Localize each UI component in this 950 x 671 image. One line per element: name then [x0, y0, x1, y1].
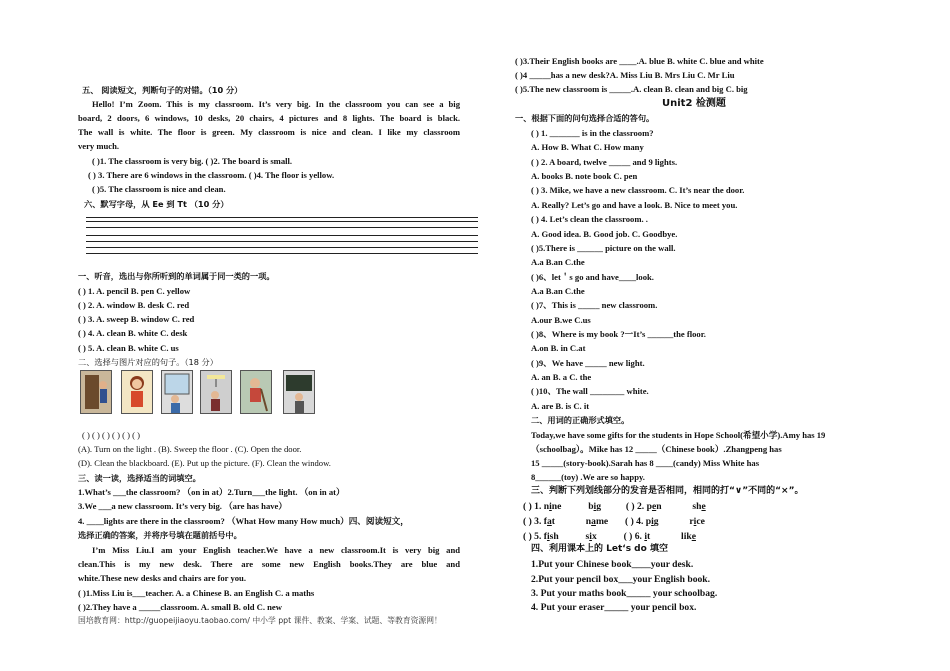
writing-line — [86, 247, 478, 248]
q4-line: 2.Put your pencil box___your English book. — [531, 574, 711, 585]
q1-line: A. How B. What C. How many — [531, 142, 644, 152]
picture-girl-pointing — [121, 370, 153, 414]
q2-line: （schoolbag）。Mike has 12 _____（Chinese book）.Zhangpeng has — [531, 444, 782, 454]
section6-title: 六、默写字母，从 Ee 到 Tt （10 分） — [84, 199, 229, 209]
listen-item: ( ) 3. A. sweep B. window C. red — [78, 314, 195, 324]
phonics-row: ( ) 1. nine big ( ) 2. pen she — [523, 501, 706, 512]
picture-clean-window — [161, 370, 193, 414]
phonics-row: ( ) 5. fish six ( ) 6. it like — [523, 531, 696, 542]
q1-line: A. an B. a C. the — [531, 372, 592, 382]
section4-instruction: 选择正确的答案，并将序号填在题前括号中。 — [78, 530, 242, 540]
listen-title: 一、听音，选出与你所听到的单词属于同一类的一项。 — [78, 271, 275, 281]
q1-line: A.our B.we C.us — [531, 315, 591, 325]
passage-line: Hello! I’m Zoom. This is my classroom. It’s very big. In the classroom you can see a big — [92, 99, 460, 109]
q2-line: 15 _____(story-book).Sarah has 8 ____(candy) Miss White has — [531, 458, 760, 468]
writing-line — [86, 241, 478, 242]
writing-line — [86, 217, 478, 218]
passage-line: very much. — [78, 141, 120, 151]
choice-item: ( )3.Their English books are ____.A. blue B. white C. blue and white — [515, 56, 764, 66]
q1-line: A.a B.an C.the — [531, 286, 585, 296]
writing-line — [86, 235, 478, 236]
footer-source: 国培教育网：http://guopeijiaoyu.taobao.com/ 中小学 ppt 课件、教案、学案、试题、等教育资源网！ — [78, 616, 442, 625]
q1-line: A.a B.an C.the — [531, 257, 585, 267]
judge-item: ( ) 3. There are 6 windows in the classroom. ( )4. The floor is yellow. — [88, 170, 335, 180]
judge-item: ( )5. The classroom is nice and clean. — [92, 184, 226, 194]
fill-item: 3.We ___a new classroom. It’s very big. （are has have） — [78, 501, 287, 511]
match-option: (A). Turn on the light . (B). Sweep the floor . (C). Open the door. — [78, 444, 302, 454]
passage-line: white.These new desks and chairs are for you. — [78, 573, 246, 583]
choice-item: ( )5.The new classroom is _____.A. clean B. clean and big C. big — [515, 84, 748, 94]
choice-item: ( )4 _____has a new desk?A. Miss Liu B. Mrs Liu C. Mr Liu — [515, 70, 735, 80]
phonics-row: ( ) 3. fat name ( ) 4. pig rice — [523, 516, 705, 527]
passage-line: I’m Miss Liu.I am your English teacher.We have a new classroom.It is very big and — [92, 545, 460, 555]
match-option: (D). Clean the blackboard. (E). Put up the picture. (F). Clean the window. — [78, 458, 331, 468]
writing-line — [86, 221, 478, 222]
q1-line: ( )8、Where is my book ?一It’s ______the floor. — [531, 329, 706, 339]
listen-item: ( ) 5. A. clean B. white C. us — [78, 343, 179, 353]
q1-line: ( )7、This is _____ new classroom. — [531, 300, 658, 310]
passage-line: The wall is white. The floor is green. My classroom is nice and clean. I like my classroom — [78, 127, 460, 137]
picture-clean-blackboard — [283, 370, 315, 414]
q2-line: Today,we have some gifts for the students in Hope School(希望小学).Amy has 19 — [531, 430, 826, 440]
choice-item: ( )1.Miss Liu is___teacher. A. a Chinese B. an English C. a maths — [78, 588, 315, 598]
match-blanks: ( ) ( ) ( ) ( ) ( ) ( ) — [82, 430, 140, 440]
section5-title: 五、 阅读短文，判断句子的对错。（10 分） — [82, 85, 243, 95]
fill-item: 1.What’s ___the classroom? （on in at）2.Turn___the light. （on in at） — [78, 487, 345, 497]
passage-line: clean.This is my new desk. There are some new English books.They are blue and — [78, 559, 460, 569]
unit-title: Unit2 检测题 — [662, 98, 726, 109]
q1-line: ( ) 1. _______ is in the classroom? — [531, 128, 654, 138]
q1-line: A. books B. note book C. pen — [531, 171, 638, 181]
q2-line: 8______(toy) .We are so happy. — [531, 472, 645, 482]
picture-open-door — [80, 370, 112, 414]
q1-line: A. are B. is C. it — [531, 401, 590, 411]
q1-title: 一、根据下面的问句选择合适的答句。 — [515, 113, 655, 123]
q4-line: 4. Put your eraser_____ your pencil box. — [531, 602, 697, 613]
picture-turn-on-light — [200, 370, 232, 414]
listen-item: ( ) 1. A. pencil B. pen C. yellow — [78, 286, 191, 296]
picture-sweep-floor — [240, 370, 272, 414]
section3-title: 三、读一读，选择适当的词填空。 — [78, 473, 201, 483]
judge-item: ( )1. The classroom is very big. ( )2. The board is small. — [92, 156, 293, 166]
fill-item: 4. ____lights are there in the classroom? （What How many How much）四、阅读短文， — [78, 516, 409, 526]
q1-line: A. Really? Let’s go and have a look. B. Nice to meet you. — [531, 200, 738, 210]
listen-item: ( ) 2. A. window B. desk C. red — [78, 300, 190, 310]
q1-line: ( )9、We have _____ new light. — [531, 358, 645, 368]
q4-title: 四、利用课本上的 Let‘s do 填空 — [531, 544, 668, 554]
q1-line: A.on B. in C.at — [531, 343, 586, 353]
q1-line: ( )6、let＇s go and have____look. — [531, 272, 654, 282]
q1-line: ( ) 4. Let’s clean the classroom. . — [531, 214, 648, 224]
q3-title: 三、判断下列划线部分的发音是否相同，相同的打“∨”不同的“×”。 — [531, 486, 804, 496]
writing-line — [86, 227, 478, 228]
q4-line: 3. Put your maths book_____ your schoolbag. — [531, 588, 718, 599]
passage-line: board, 2 doors, 6 windows, 10 desks, 20 chairs, 4 pictures and 8 lights. The board is black. — [78, 113, 460, 123]
q1-line: ( )10、The wall ________ white. — [531, 386, 649, 396]
q2-title: 二、用词的正确形式填空。 — [531, 415, 630, 425]
q1-line: ( ) 2. A board, twelve _____ and 9 lights. — [531, 157, 678, 167]
q4-line: 1.Put your Chinese book____your desk. — [531, 559, 694, 570]
writing-line — [86, 253, 478, 254]
listen-item: ( ) 4. A. clean B. white C. desk — [78, 328, 188, 338]
match-title: 二、选择与图片对应的句子。（18 分） — [78, 357, 218, 367]
q1-line: ( ) 3. Mike, we have a new classroom. C. It’s near the door. — [531, 185, 745, 195]
choice-item: ( )2.They have a _____classroom. A. small B. old C. new — [78, 602, 282, 612]
q1-line: ( )5.There is ______ picture on the wall. — [531, 243, 676, 253]
q1-line: A. Good idea. B. Good job. C. Goodbye. — [531, 229, 678, 239]
